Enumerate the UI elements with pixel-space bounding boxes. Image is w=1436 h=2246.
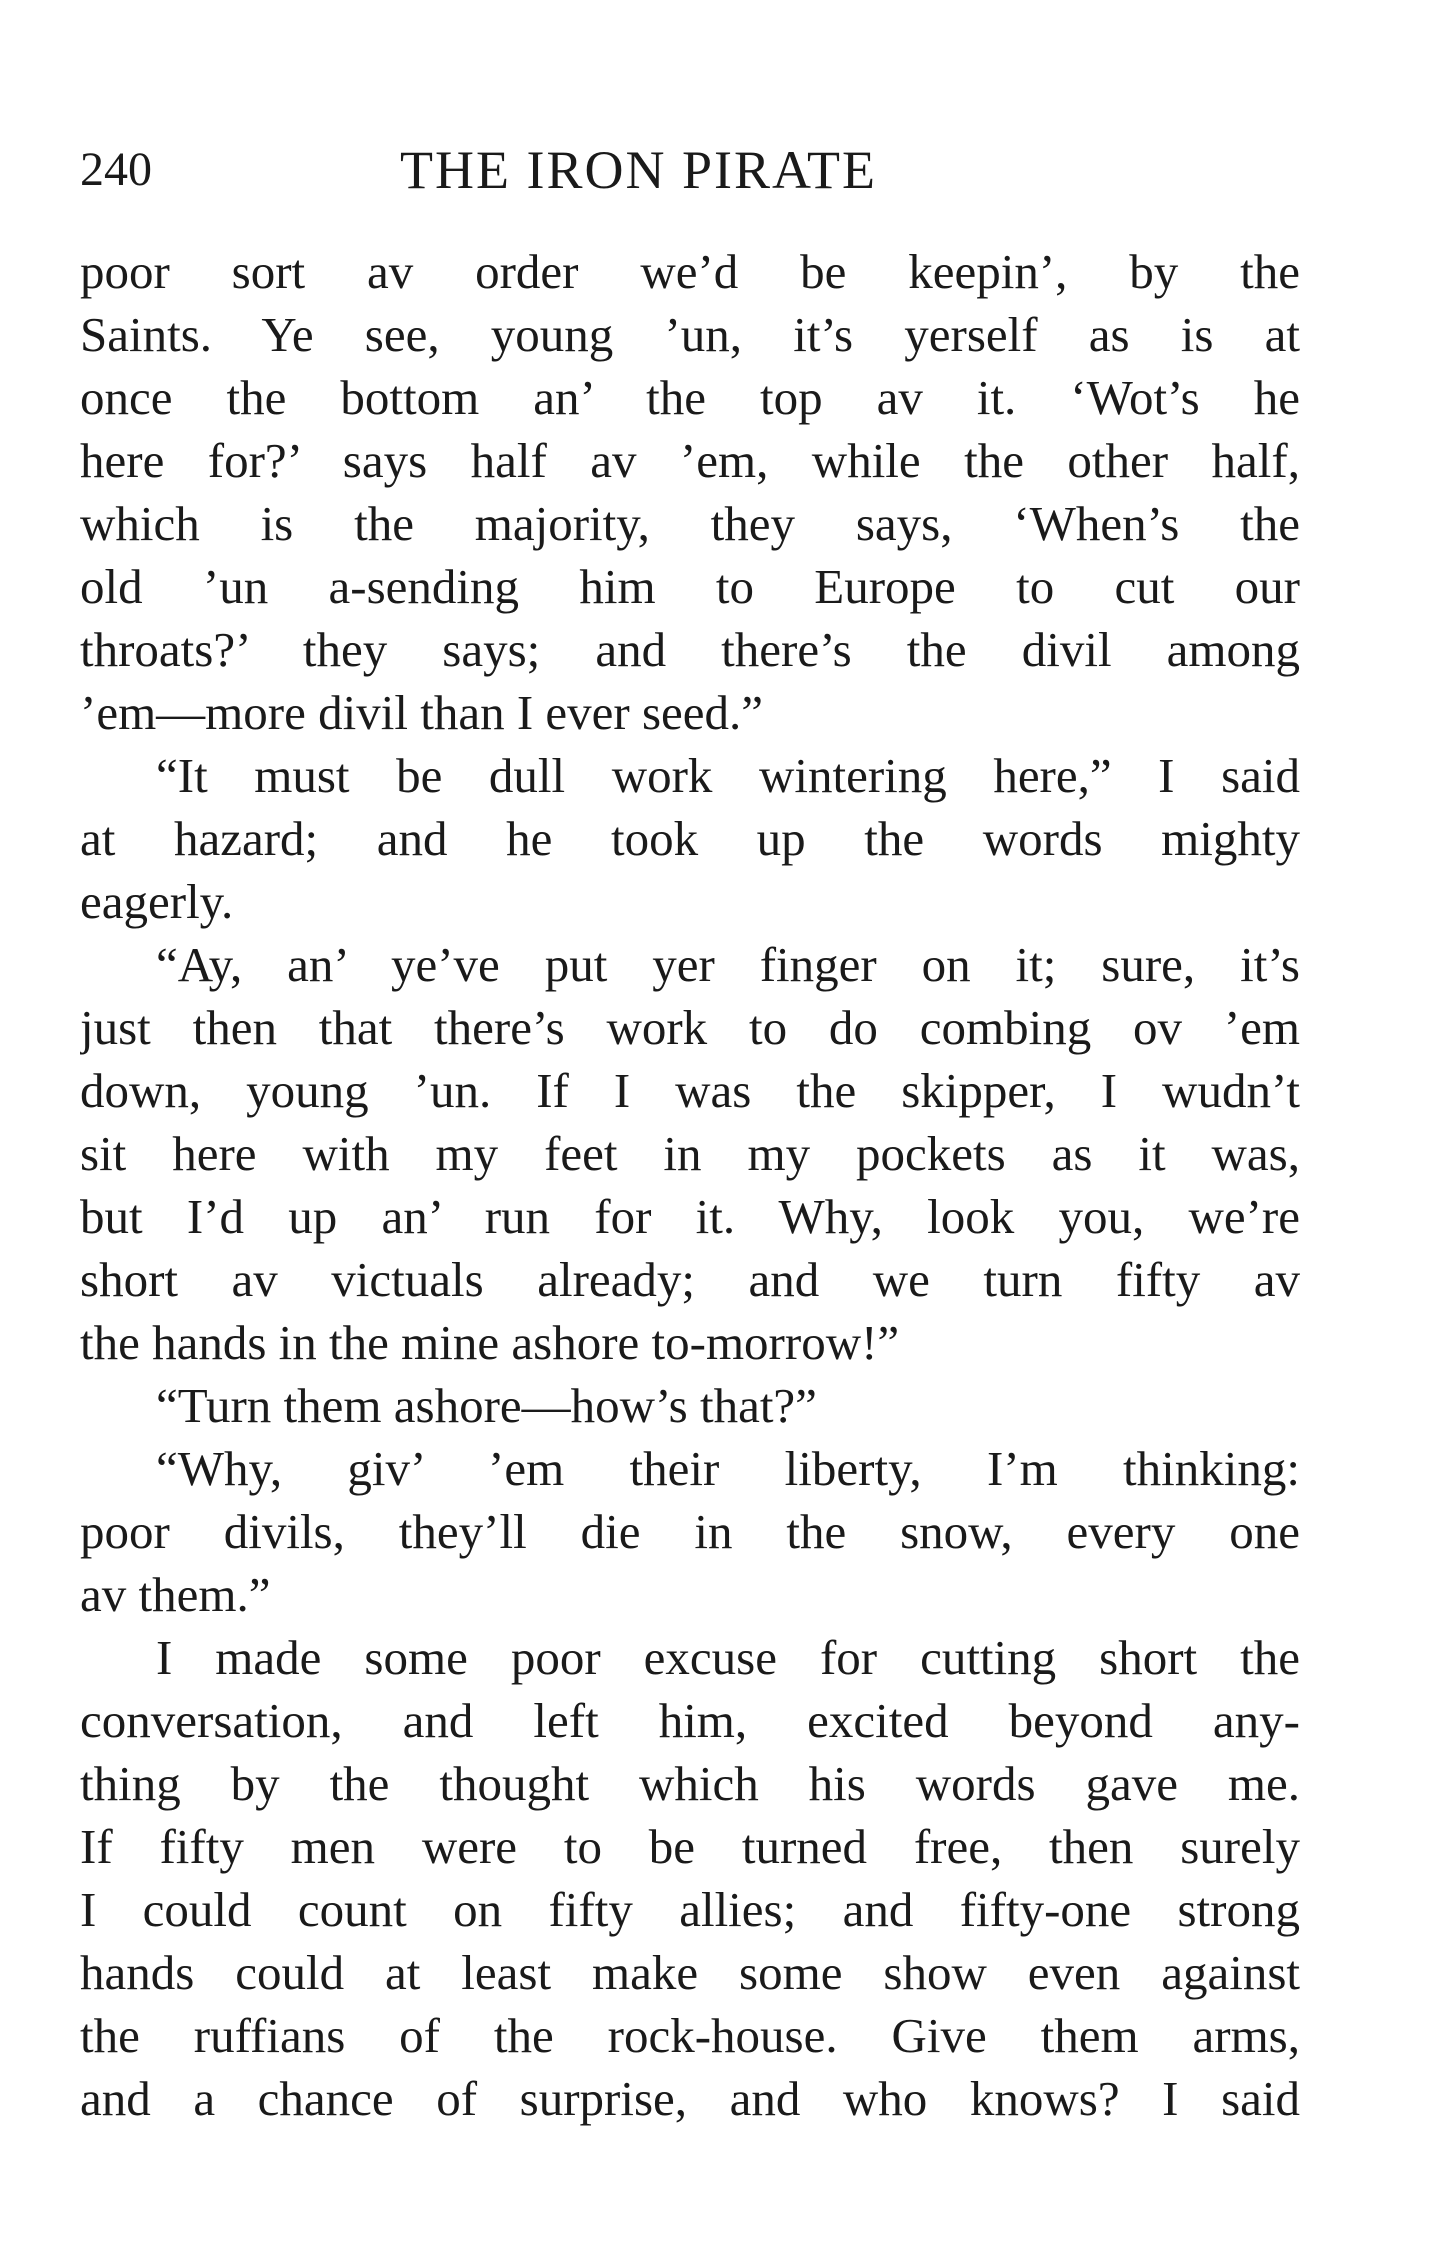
text-line: at hazard; and he took up the words mighty <box>80 811 1300 866</box>
page-header <box>80 138 1300 202</box>
text-line: thing by the thought which his words gave me. <box>80 1756 1300 1811</box>
text-line: Saints. Ye see, young ’un, it’s yerself as is at <box>80 307 1300 362</box>
running-title: THE IRON PIRATE <box>400 140 877 200</box>
text-line: which is the majority, they says, ‘When’s the <box>80 496 1300 551</box>
text-line: poor divils, they’ll die in the snow, every one <box>80 1504 1300 1559</box>
text-line: and a chance of surprise, and who knows? I said <box>80 2071 1300 2126</box>
text-line: “Why, giv’ ’em their liberty, I’m thinking: <box>156 1441 1300 1496</box>
text-line: I could count on fifty allies; and fifty-one strong <box>80 1882 1300 1937</box>
text-line: sit here with my feet in my pockets as it was, <box>80 1126 1300 1181</box>
text-line: once the bottom an’ the top av it. ‘Wot’s he <box>80 370 1300 425</box>
text-line: the hands in the mine ashore to-morrow!” <box>80 1315 900 1370</box>
text-line: old ’un a-sending him to Europe to cut our <box>80 559 1300 614</box>
text-line: I made some poor excuse for cutting short the <box>156 1630 1300 1685</box>
page-number: 240 <box>80 143 152 196</box>
text-line: poor sort av order we’d be keepin’, by the <box>80 244 1300 299</box>
text-line: the ruffians of the rock-house. Give them arms, <box>80 2008 1300 2063</box>
text-line: just then that there’s work to do combing ov ’em <box>80 1000 1300 1055</box>
text-line: throats?’ they says; and there’s the divil among <box>80 622 1300 677</box>
text-line: If fifty men were to be turned free, then surely <box>80 1819 1300 1874</box>
text-line: hands could at least make some show even against <box>80 1945 1300 2000</box>
text-line: ’em—more divil than I ever seed.” <box>80 685 764 740</box>
text-line: eagerly. <box>80 874 234 929</box>
text-line: av them.” <box>80 1567 271 1622</box>
text-line: “It must be dull work wintering here,” I said <box>156 748 1300 803</box>
text-line: down, young ’un. If I was the skipper, I wudn’t <box>80 1063 1300 1118</box>
text-line: “Turn them ashore—how’s that?” <box>156 1378 817 1433</box>
body-text <box>80 240 1300 2130</box>
text-line: short av victuals already; and we turn fifty av <box>80 1252 1300 1307</box>
text-line: “Ay, an’ ye’ve put yer finger on it; sure, it’s <box>156 937 1300 992</box>
text-line: but I’d up an’ run for it. Why, look you, we’re <box>80 1189 1300 1244</box>
text-line: conversation, and left him, excited beyond any- <box>80 1693 1300 1748</box>
text-line: here for?’ says half av ’em, while the other half, <box>80 433 1300 488</box>
